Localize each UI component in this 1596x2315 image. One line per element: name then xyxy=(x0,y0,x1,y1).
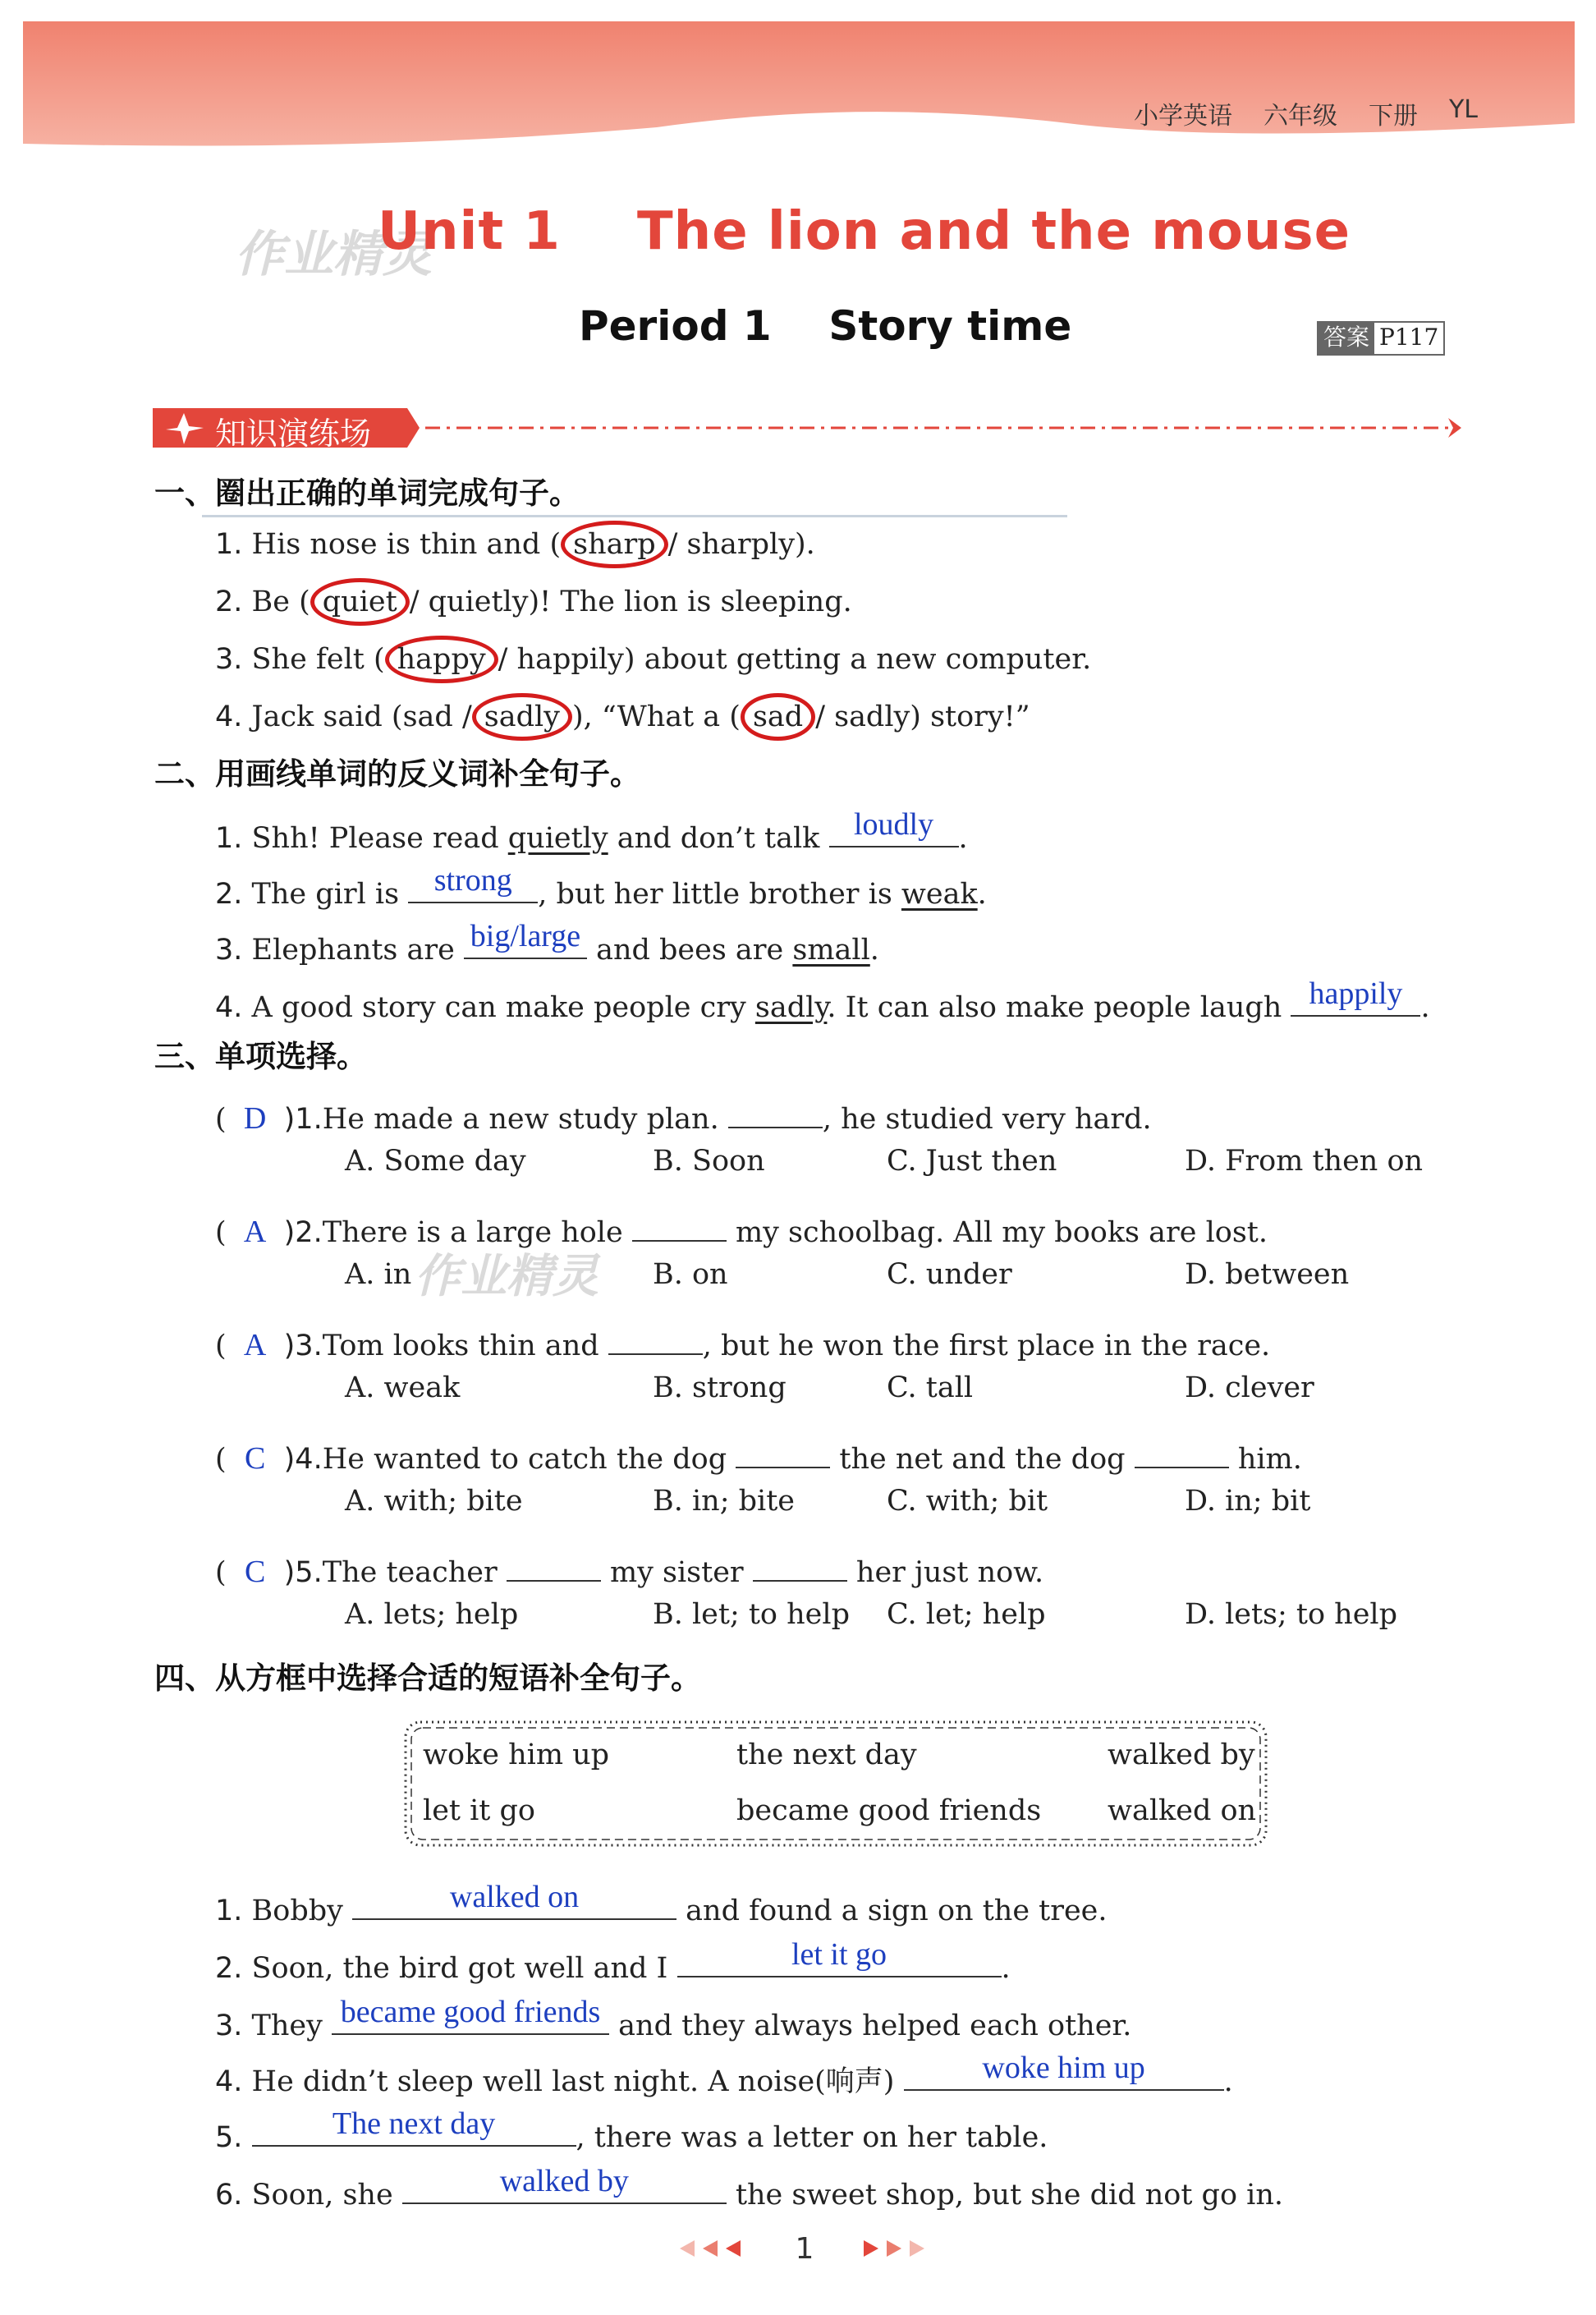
option-text: C. with; bit xyxy=(887,1485,1048,1518)
exercise-line xyxy=(215,977,1430,1024)
underlined-word: weak xyxy=(901,878,978,911)
choice-answer: D xyxy=(243,1101,267,1136)
answer-text: walked on xyxy=(449,1880,580,1914)
choice-question: ( A )2.There is a large hole my schoolbag. All my books are lost. xyxy=(215,1202,1268,1250)
sentence-text: and found a sign on the tree. xyxy=(676,1895,1108,1927)
item-number: 4. xyxy=(215,700,243,733)
option-text: B. on xyxy=(653,1258,728,1291)
blank xyxy=(753,1542,847,1582)
underlined-word: small xyxy=(792,934,870,967)
sentence-text: Be ( xyxy=(251,586,310,618)
question-text: , but he won the first place in the race. xyxy=(702,1330,1271,1362)
edition-label: YL xyxy=(1448,95,1478,124)
item-number: 2. xyxy=(215,1952,243,1985)
answer-blank xyxy=(464,920,587,959)
sentence-text: Shh! Please read xyxy=(251,822,508,855)
answer-text: woke him up xyxy=(982,2051,1145,2085)
answer-page-tag xyxy=(1317,321,1445,356)
divider xyxy=(202,515,1067,517)
question-text: my sister xyxy=(600,1556,753,1589)
phrase-box-item: walked by xyxy=(1108,1739,1255,1771)
item-number: )2. xyxy=(283,1216,323,1249)
blank xyxy=(1135,1429,1229,1468)
term-label: 下册 xyxy=(1368,102,1418,131)
item-number: 1. xyxy=(215,822,243,855)
sentence-text: and bees are xyxy=(586,934,793,967)
option-text: A. lets; help xyxy=(345,1598,519,1631)
part4-heading: 四、从方框中选择合适的短语补全句子。 xyxy=(154,1660,701,1696)
item-number: 5. xyxy=(215,2121,243,2154)
choice-question: ( C )4.He wanted to catch the dog the net and the dog him. xyxy=(215,1429,1302,1477)
option-text: D. in; bit xyxy=(1185,1485,1311,1518)
sentence-text: , there was a letter on her table. xyxy=(576,2121,1048,2154)
question-text: him. xyxy=(1228,1443,1302,1476)
answer-blank xyxy=(408,864,538,903)
exercise-line xyxy=(215,642,1091,677)
answer-text: loudly xyxy=(853,807,934,842)
option-text: A. weak xyxy=(345,1371,461,1404)
sentence-text: Jack said (sad / xyxy=(251,700,472,733)
option-text: C. let; help xyxy=(887,1598,1046,1631)
sentence-text: . It can also make people laugh xyxy=(827,991,1291,1024)
blank xyxy=(728,1089,823,1128)
sentence-text: Elephants are xyxy=(251,934,464,967)
answer-text: became good friends xyxy=(340,1995,601,2029)
sentence-text: They xyxy=(251,2010,332,2042)
answer-blank xyxy=(1291,977,1420,1017)
option-text: D. between xyxy=(1185,1258,1350,1291)
question-text: The teacher xyxy=(322,1556,507,1589)
right-arrows-icon xyxy=(862,2239,936,2258)
item-number: 4. xyxy=(215,2065,243,2098)
item-number: 3. xyxy=(215,643,243,676)
circled-answer: sad xyxy=(741,693,815,741)
exercise-line xyxy=(215,585,852,619)
sentence-text: Soon, she xyxy=(251,2179,402,2212)
item-number: )1. xyxy=(283,1103,323,1136)
sentence-text: . xyxy=(1001,1952,1011,1985)
option-text: C. tall xyxy=(887,1371,974,1404)
item-number: 3. xyxy=(215,2010,243,2042)
option-text: A. with; bite xyxy=(345,1485,523,1518)
exercise-line xyxy=(215,2051,1233,2100)
exercise-line xyxy=(215,1881,1108,1927)
underlined-word: quietly xyxy=(507,822,608,855)
item-number: 2. xyxy=(215,878,243,911)
blank xyxy=(608,1316,703,1355)
sentence-text: , but her little brother is xyxy=(538,878,901,911)
sentence-text: . xyxy=(869,934,879,967)
section-banner-label: 知识演练场 xyxy=(215,416,372,452)
choice-answer: C xyxy=(244,1555,266,1589)
sentence-text: and don’t talk xyxy=(608,822,829,855)
sentence-text: A good story can make people cry xyxy=(251,991,755,1024)
circled-answer: sharp xyxy=(561,521,668,568)
blank xyxy=(632,1202,727,1242)
sentence-text: Soon, the bird got well and I xyxy=(251,1952,677,1985)
question-text: He wanted to catch the dog xyxy=(322,1443,736,1476)
part1-heading: 一、圈出正确的单词完成句子。 xyxy=(154,475,580,511)
item-number: )4. xyxy=(283,1443,323,1476)
option-text: B. let; to help xyxy=(653,1598,850,1631)
answer-tag-page: P117 xyxy=(1379,324,1439,351)
watermark-middle: 作业精灵 xyxy=(415,1250,598,1303)
question-text: He made a new study plan. xyxy=(322,1103,728,1136)
part2-heading: 二、用画线单词的反义词补全句子。 xyxy=(154,756,640,792)
grade-label: 六年级 xyxy=(1263,102,1337,131)
period-title: Period 1 Story time xyxy=(579,302,1072,350)
blank xyxy=(507,1542,601,1582)
item-number: 1. xyxy=(215,1895,243,1927)
sentence-text: His nose is thin and ( xyxy=(251,528,562,561)
phrase-box-item: walked on xyxy=(1108,1794,1257,1827)
question-text: my schoolbag. All my books are lost. xyxy=(726,1216,1268,1249)
exercise-line xyxy=(215,700,1030,734)
option-text: A. in xyxy=(345,1258,412,1291)
circled-answer: quiet xyxy=(310,578,410,626)
exercise-line xyxy=(215,2107,1048,2154)
sentence-text: ), “What a ( xyxy=(571,700,741,733)
answer-blank xyxy=(352,1881,676,1920)
underlined-word: sadly xyxy=(754,991,828,1024)
sentence-text: / happily) about getting a new computer. xyxy=(498,643,1092,676)
answer-blank xyxy=(677,1938,1002,1977)
answer-text: let it go xyxy=(791,1937,887,1972)
circled-answer: sadly xyxy=(472,693,572,741)
page-number: 1 xyxy=(795,2232,814,2266)
left-arrows-icon xyxy=(678,2239,752,2258)
item-number: 3. xyxy=(215,934,243,967)
subject-label: 小学英语 xyxy=(1133,102,1232,131)
exercise-line xyxy=(215,920,879,967)
option-text: B. Soon xyxy=(653,1145,765,1178)
sentence-text: The girl is xyxy=(251,878,409,911)
phrase-box-item: became good friends xyxy=(736,1794,1042,1827)
question-text: the net and the dog xyxy=(830,1443,1135,1476)
phrase-box-item: let it go xyxy=(423,1794,535,1827)
phrase-box-item: woke him up xyxy=(423,1739,610,1771)
exercise-line xyxy=(215,864,987,911)
unit-title: Unit 1 The lion and the mouse xyxy=(378,201,1351,262)
question-text: , he studied very hard. xyxy=(822,1103,1152,1136)
sentence-text: Bobby xyxy=(251,1895,353,1927)
exercise-line xyxy=(215,2165,1283,2212)
item-number: )5. xyxy=(283,1556,323,1589)
exercise-line xyxy=(215,808,968,855)
option-text: C. under xyxy=(887,1258,1012,1291)
sentence-text: / quietly)! The lion is sleeping. xyxy=(409,586,852,618)
sentence-text: and they always helped each other. xyxy=(609,2010,1132,2042)
answer-text: The next day xyxy=(332,2106,496,2141)
option-text: D. From then on xyxy=(1185,1145,1424,1178)
part3-heading: 三、单项选择。 xyxy=(154,1039,367,1074)
exercise-line xyxy=(215,1996,1131,2042)
answer-text: strong xyxy=(433,863,512,898)
phrase-box-item: the next day xyxy=(736,1739,917,1771)
item-number: 1. xyxy=(215,528,243,561)
sentence-text: She felt ( xyxy=(251,643,385,676)
answer-text: walked by xyxy=(499,2164,629,2198)
answer-blank xyxy=(402,2165,727,2204)
choice-question: ( D )1.He made a new study plan. , he studied very hard. xyxy=(215,1089,1152,1137)
sentence-text: the sweet shop, but she did not go in. xyxy=(726,2179,1284,2212)
circled-answer: happy xyxy=(385,636,498,683)
answer-tag-label: 答案 xyxy=(1319,323,1374,354)
item-number: 2. xyxy=(215,586,243,618)
sentence-text: . xyxy=(977,878,987,911)
item-number: 6. xyxy=(215,2179,243,2212)
sentence-text: / sharply). xyxy=(667,528,815,561)
choice-question: ( A )3.Tom looks thin and , but he won the first place in the race. xyxy=(215,1316,1270,1363)
answer-blank xyxy=(829,808,959,847)
option-text: B. strong xyxy=(653,1371,787,1404)
answer-blank xyxy=(332,1996,609,2035)
exercise-line xyxy=(215,1938,1011,1985)
item-number: )3. xyxy=(283,1330,323,1362)
sentence-text: . xyxy=(1223,2065,1233,2098)
exercise-line xyxy=(215,527,815,562)
sentence-text: . xyxy=(958,822,968,855)
choice-question: ( C )5.The teacher my sister her just now. xyxy=(215,1542,1043,1590)
sentence-text: / sadly) story!” xyxy=(815,700,1030,733)
question-text: her just now. xyxy=(846,1556,1044,1589)
header-meta xyxy=(1067,95,1478,131)
choice-answer: C xyxy=(244,1441,266,1476)
answer-text: happily xyxy=(1309,976,1403,1011)
answer-blank xyxy=(904,2051,1224,2091)
option-text: A. Some day xyxy=(345,1145,526,1178)
answer-blank xyxy=(252,2107,576,2147)
option-text: D. lets; to help xyxy=(1185,1598,1398,1631)
choice-answer: A xyxy=(243,1328,267,1362)
question-text: Tom looks thin and xyxy=(322,1330,608,1362)
watermark-top: 作业精灵 xyxy=(235,226,432,283)
option-text: B. in; bite xyxy=(653,1485,796,1518)
item-number: 4. xyxy=(215,991,243,1024)
question-text: There is a large hole xyxy=(322,1216,632,1249)
answer-text: big/large xyxy=(470,919,581,953)
choice-answer: A xyxy=(243,1215,267,1249)
option-text: C. Just then xyxy=(887,1145,1057,1178)
option-text: D. clever xyxy=(1185,1371,1314,1404)
sentence-text: He didn’t sleep well last night. A noise(响声) xyxy=(251,2065,904,2098)
blank xyxy=(736,1429,830,1468)
sentence-text: . xyxy=(1420,991,1430,1024)
